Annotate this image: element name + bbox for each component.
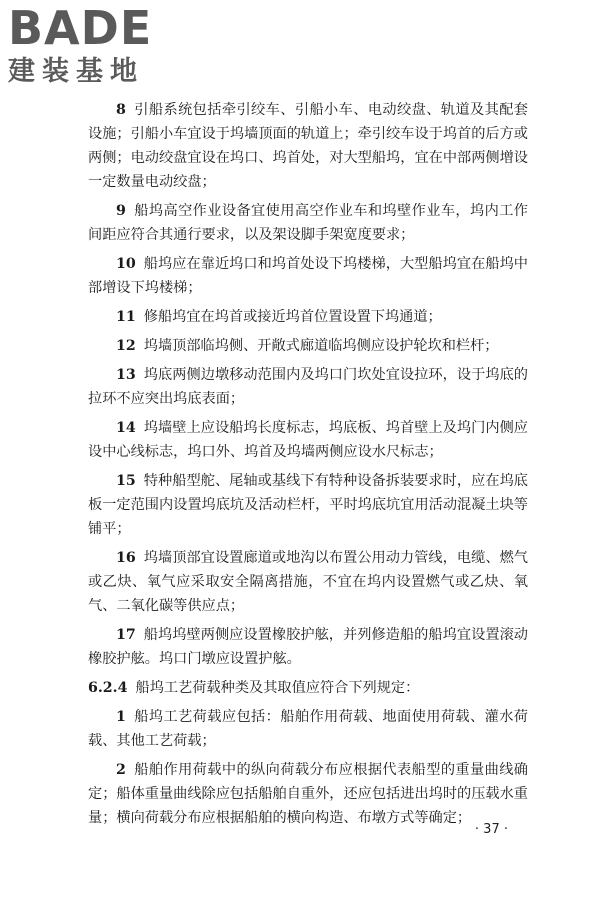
clause-number: 11	[116, 309, 136, 325]
clause-text: 坞墙顶部临坞侧、开敞式廊道临坞侧应设护轮坎和栏杆；	[143, 338, 499, 354]
clause-number: 17	[116, 627, 136, 643]
subitem-text: 船舶作用荷载中的纵向荷载分布应根据代表船型的重量曲线确定；船体重量曲线除应包括船舶自重外，还应包括进出坞时的压载水重量；横向荷载分布应根据船舶的横向构造、布墩方式等确定；	[88, 762, 528, 826]
clause-number: 16	[116, 550, 136, 566]
clause-11	[88, 305, 528, 329]
clause-14	[88, 416, 528, 464]
section-number: 6.2.4	[88, 680, 128, 696]
clause-16	[88, 546, 528, 618]
section-text: 船坞工艺荷载种类及其取值应符合下列规定：	[135, 680, 420, 696]
clause-9	[88, 199, 528, 247]
clause-number: 15	[116, 473, 136, 489]
subitem-1	[88, 705, 528, 753]
logo-subtitle: 建装基地	[8, 56, 144, 87]
clause-15	[88, 469, 528, 541]
subitem-number: 2	[116, 762, 126, 778]
page-number: · 37 ·	[474, 822, 508, 837]
clause-17	[88, 623, 528, 671]
clause-text: 引船系统包括牵引绞车、引船小车、电动绞盘、轨道及其配套设施；引船小车宜设于坞墙顶面的轨道上；牵引绞车设于坞首的后方或两侧；电动绞盘宜设在坞口、坞首处，对大型船坞，宜在中部两侧增设一定数量电动绞盘；	[88, 102, 528, 190]
clause-text: 船坞坞壁两侧应设置橡胶护舷，并列修造船的船坞宜设置滚动橡胶护舷。坞口门墩应设置护舷。	[88, 627, 528, 667]
clause-text: 坞墙壁上应设船坞长度标志，坞底板、坞首壁上及坞门内侧应设中心线标志，坞口外、坞首及坞墙两侧应设水尺标志；	[88, 420, 528, 460]
clause-number: 8	[116, 102, 126, 118]
clause-number: 9	[116, 203, 126, 219]
subitem-text: 船坞工艺荷载应包括：船舶作用荷载、地面使用荷载、灌水荷载、其他工艺荷载；	[88, 709, 528, 749]
clause-13	[88, 363, 528, 411]
clause-text: 船坞高空作业设备宜使用高空作业车和坞壁作业车，坞内工作间距应符合其通行要求，以及架设脚手架宽度要求；	[88, 203, 528, 243]
clause-text: 坞底两侧边墩移动范围内及坞口门坎处宜设拉环，设于坞底的拉环不应突出坞底表面；	[88, 367, 528, 407]
clause-text: 坞墙顶部宜设置廊道或地沟以布置公用动力管线，电缆、燃气或乙炔、氧气应采取安全隔离措施，不宜在坞内设置燃气或乙炔、氧气、二氧化碳等供应点；	[88, 550, 528, 614]
clause-number: 13	[116, 367, 136, 383]
clause-8	[88, 98, 528, 194]
clause-number: 10	[116, 256, 136, 272]
clause-text: 船坞应在靠近坞口和坞首处设下坞楼梯，大型船坞宜在船坞中部增设下坞楼梯；	[88, 256, 528, 296]
publisher-logo	[8, 1, 178, 88]
clause-number: 12	[116, 338, 136, 354]
subitem-number: 1	[116, 709, 126, 725]
clause-text: 修船坞宜在坞首或接近坞首位置设置下坞通道；	[143, 309, 442, 325]
clause-text: 特种船型舵、尾轴或基线下有特种设备拆装要求时，应在坞底板一定范围内设置坞底坑及活动栏杆，平时坞底坑宜用活动混凝土块等铺平；	[88, 473, 528, 537]
clause-12	[88, 334, 528, 358]
page-body	[88, 98, 528, 835]
section-heading	[88, 676, 528, 700]
clause-10	[88, 252, 528, 300]
clause-number: 14	[116, 420, 136, 436]
subitem-2	[88, 758, 528, 830]
logo-wordmark: BADE	[8, 1, 153, 55]
